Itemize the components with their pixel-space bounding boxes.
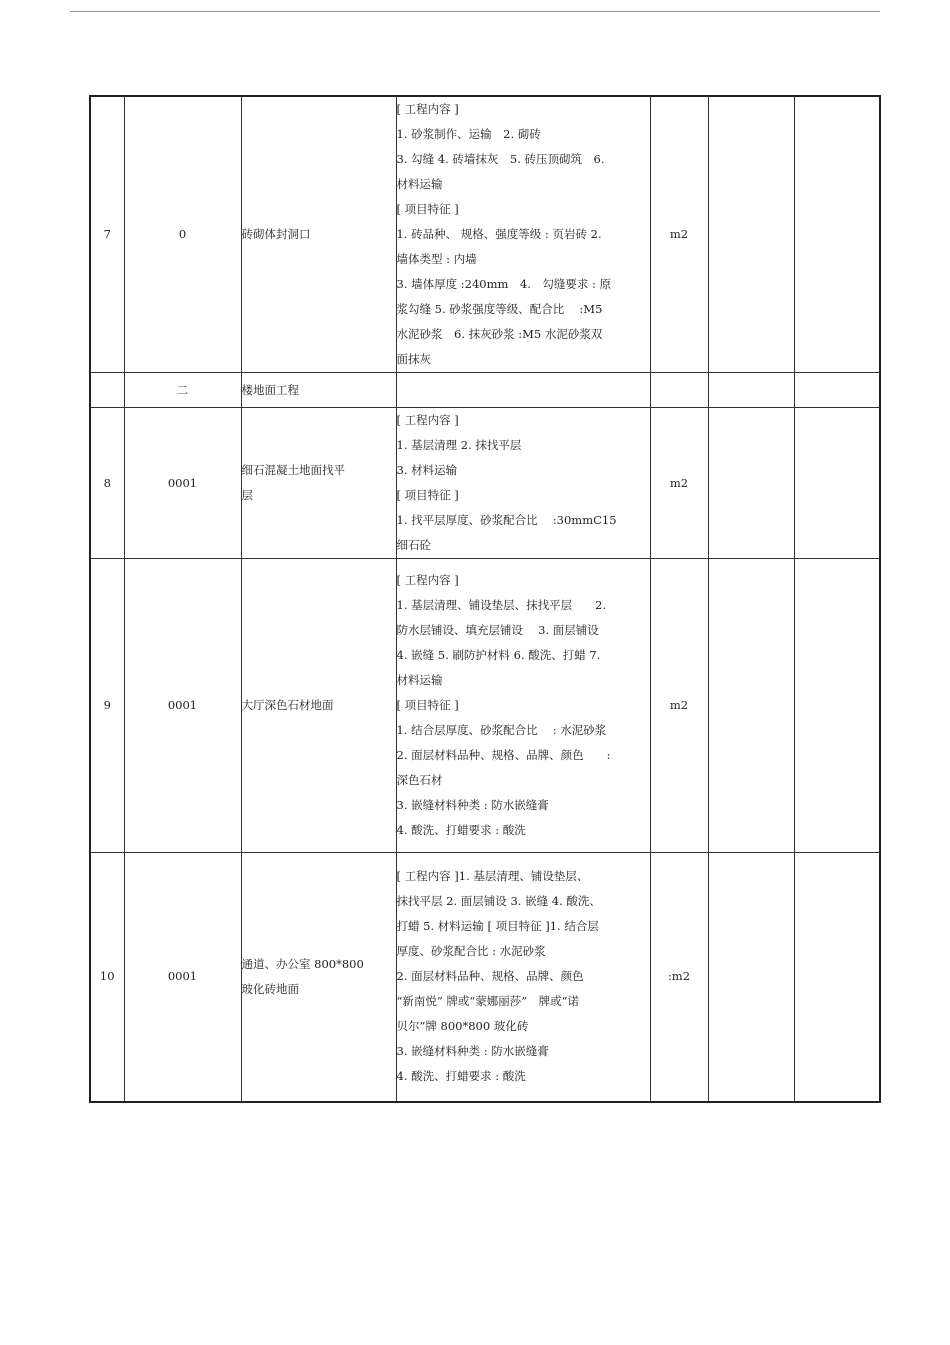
item-name-line: 层 xyxy=(241,488,253,502)
description-line: 材料运输 xyxy=(396,177,443,191)
description-line: [ 项目特征 ] xyxy=(396,488,459,502)
description-line: 防水层铺设、填充层铺设 3. 面层铺设 xyxy=(396,623,599,637)
description-line: 抹找平层 2. 面层铺设 3. 嵌缝 4. 酸洗、 xyxy=(396,894,601,909)
description-line: 水泥砂浆 6. 抹灰砂浆 :M5 水泥砂浆双 xyxy=(396,327,603,341)
table-row xyxy=(90,559,880,853)
item-unit: m2 xyxy=(650,96,708,373)
empty-cell xyxy=(794,96,880,373)
item-number: 7 xyxy=(90,96,124,373)
table-row xyxy=(90,408,880,559)
description-line: 3. 墙体厚度 :240mm 4. 勾缝要求 : 原 xyxy=(396,277,612,291)
item-name-line: 通道、办公室 800*800 xyxy=(241,956,364,971)
item-description xyxy=(396,96,650,373)
description-line: 材料运输 xyxy=(396,673,443,687)
description-line: 1. 结合层厚度、砂浆配合比 : 水泥砂浆 xyxy=(396,723,607,737)
description-line: [ 工程内容 ]1. 基层清理、铺设垫层、 xyxy=(396,869,589,884)
description-line: 1. 找平层厚度、砂浆配合比 :30mmC15 xyxy=(396,513,617,527)
description-line: 4. 酸洗、打蜡要求 : 酸洗 xyxy=(396,823,526,837)
item-code: 0001 xyxy=(124,559,241,853)
description-line: 4. 嵌缝 5. 刷防护材料 6. 酸洗、打蜡 7. xyxy=(396,648,601,662)
table-row xyxy=(90,96,880,373)
item-name xyxy=(241,408,396,559)
empty-cell xyxy=(794,853,880,1102)
empty-cell xyxy=(708,853,794,1102)
description-line: 4. 酸洗、打蜡要求 : 酸洗 xyxy=(396,1069,526,1084)
item-number: 9 xyxy=(90,559,124,853)
description-line: 细石砼 xyxy=(396,538,431,552)
description-line: 打蜡 5. 材料运输 [ 项目特征 ]1. 结合层 xyxy=(396,919,599,934)
item-name xyxy=(241,559,396,853)
description-line: 1. 基层清理、铺设垫层、抹找平层 2. xyxy=(396,598,607,612)
item-unit: m2 xyxy=(650,559,708,853)
bill-of-quantities-table xyxy=(89,95,881,1103)
description-line: [ 项目特征 ] xyxy=(396,202,459,216)
item-name-line: 细石混凝土地面找平 xyxy=(241,463,345,477)
empty-cell xyxy=(794,559,880,853)
description-line: 3. 材料运输 xyxy=(396,463,458,477)
description-line: 1. 砂浆制作、运输 2. 砌砖 xyxy=(396,127,541,141)
description-line: 墙体类型 : 内墙 xyxy=(396,252,477,266)
description-line: 厚度、砂浆配合比 : 水泥砂浆 xyxy=(396,944,546,959)
item-name-line: 大厅深色石材地面 xyxy=(241,698,334,712)
item-description xyxy=(396,853,650,1102)
empty-cell xyxy=(708,559,794,853)
item-number: 10 xyxy=(90,853,124,1102)
section-row xyxy=(90,373,880,408)
section-title xyxy=(241,373,396,408)
item-name-line: 玻化砖地面 xyxy=(241,981,299,996)
empty-cell xyxy=(794,408,880,559)
item-name xyxy=(241,853,396,1102)
section-number: 二 xyxy=(124,373,241,408)
description-line: 面抹灰 xyxy=(396,352,431,366)
item-code: 0001 xyxy=(124,408,241,559)
description-line: 深色石材 xyxy=(396,773,443,787)
description-line: 贝尔”牌 800*800 玻化砖 xyxy=(396,1019,529,1034)
description-line: 2. 面层材料品种、规格、品牌、颜色 : xyxy=(396,748,611,762)
empty-cell xyxy=(794,373,880,408)
item-description xyxy=(396,559,650,853)
item-unit xyxy=(650,373,708,408)
description-line: [ 工程内容 ] xyxy=(396,413,459,427)
empty-cell xyxy=(708,96,794,373)
description-line: [ 项目特征 ] xyxy=(396,698,459,712)
item-code: 0001 xyxy=(124,853,241,1102)
description-line: 浆勾缝 5. 砂浆强度等级、配合比 :M5 xyxy=(396,302,603,316)
table-row xyxy=(90,853,880,1102)
description-line: [ 工程内容 ] xyxy=(396,102,459,116)
section-title-line: 楼地面工程 xyxy=(241,382,299,397)
item-number xyxy=(90,373,124,408)
empty-cell xyxy=(708,373,794,408)
header-rule xyxy=(70,11,880,12)
item-unit: :m2 xyxy=(650,853,708,1102)
description-line: 3. 嵌缝材料种类 : 防水嵌缝膏 xyxy=(396,798,549,812)
empty-cell xyxy=(708,408,794,559)
item-number: 8 xyxy=(90,408,124,559)
description-line: “新南悦” 牌或“蒙娜丽莎” 牌或“诺 xyxy=(396,994,580,1009)
item-description xyxy=(396,373,650,408)
description-line: [ 工程内容 ] xyxy=(396,573,459,587)
item-name-line: 砖砌体封洞口 xyxy=(241,227,311,241)
item-description xyxy=(396,408,650,559)
item-name xyxy=(241,96,396,373)
item-unit: m2 xyxy=(650,408,708,559)
description-line: 1. 基层清理 2. 抹找平层 xyxy=(396,438,522,452)
item-code: 0 xyxy=(124,96,241,373)
description-line: 3. 勾缝 4. 砖墙抹灰 5. 砖压顶砌筑 6. xyxy=(396,152,605,166)
description-line: 1. 砖品种、 规格、强度等级 : 页岩砖 2. xyxy=(396,227,602,241)
description-line: 2. 面层材料品种、规格、品牌、颜色 xyxy=(396,969,584,984)
description-line: 3. 嵌缝材料种类 : 防水嵌缝膏 xyxy=(396,1044,549,1059)
